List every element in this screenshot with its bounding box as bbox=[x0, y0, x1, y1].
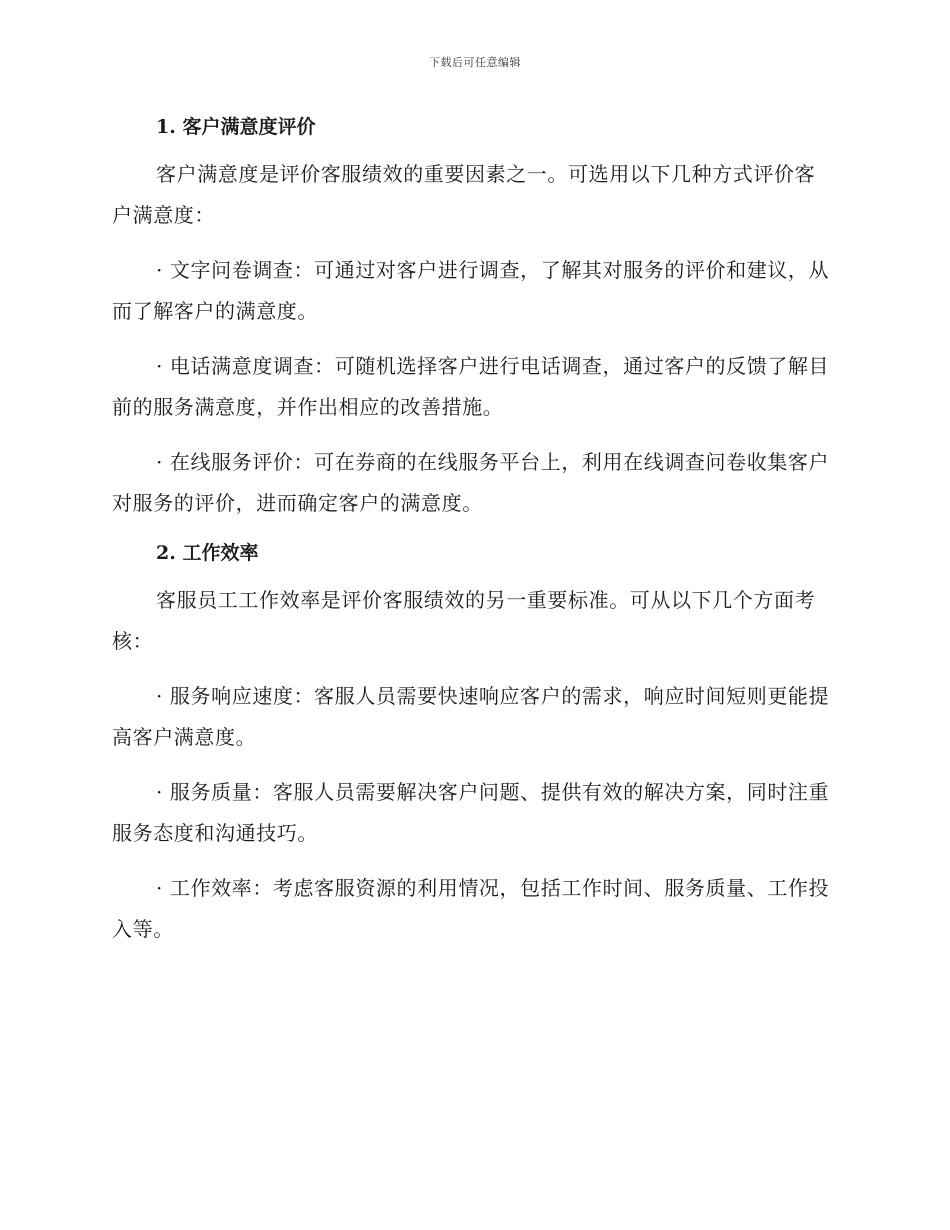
section-heading-efficiency: 2. 工作效率 bbox=[156, 542, 259, 564]
section-intro-satisfaction: 客户满意度是评价客服绩效的重要因素之一。可选用以下几种方式评价客户满意度： bbox=[112, 162, 816, 227]
section-heading-satisfaction: 1. 客户满意度评价 bbox=[156, 116, 316, 138]
list-item: · 在线服务评价：可在券商的在线服务平台上，利用在线调查问卷收集客户对服务的评价，进而确定客户的满意度。 bbox=[112, 450, 830, 515]
header-note: 下载后可任意编辑 bbox=[429, 56, 521, 69]
list-item: · 文字问卷调查：可通过对客户进行调查，了解其对服务的评价和建议，从而了解客户的满意度。 bbox=[112, 258, 830, 323]
list-item: · 服务响应速度：客服人员需要快速响应客户的需求，响应时间短则更能提高客户满意度。 bbox=[112, 684, 830, 749]
list-item: · 工作效率：考虑客服资源的利用情况，包括工作时间、服务质量、工作投入等。 bbox=[112, 876, 830, 941]
list-item: · 电话满意度调查：可随机选择客户进行电话调查，通过客户的反馈了解目前的服务满意度，并作出相应的改善措施。 bbox=[112, 354, 830, 419]
document-body bbox=[112, 110, 832, 950]
list-item: · 服务质量：客服人员需要解决客户问题、提供有效的解决方案，同时注重服务态度和沟通技巧。 bbox=[112, 780, 830, 845]
section-intro-efficiency: 客服员工工作效率是评价客服绩效的另一重要标准。可从以下几个方面考核： bbox=[112, 588, 816, 653]
